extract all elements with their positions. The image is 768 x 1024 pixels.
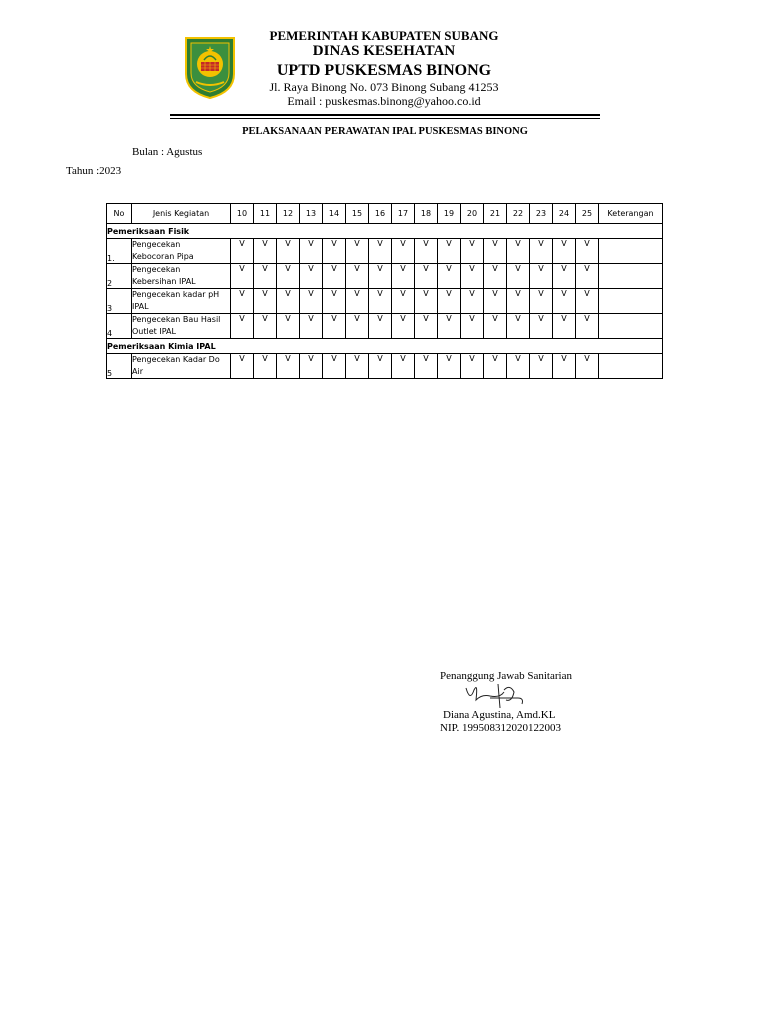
check-mark: V [277, 239, 300, 264]
header-day: 19 [438, 204, 461, 224]
check-mark: V [461, 239, 484, 264]
check-mark: V [323, 314, 346, 339]
check-mark: V [346, 354, 369, 379]
maintenance-table [106, 203, 663, 379]
check-mark: V [507, 289, 530, 314]
table-row [107, 354, 663, 379]
check-mark: V [369, 289, 392, 314]
check-mark: V [415, 354, 438, 379]
keterangan-cell [599, 289, 663, 314]
check-mark: V [484, 354, 507, 379]
header-day: 12 [277, 204, 300, 224]
activity-line2: IPAL [132, 302, 149, 311]
header-email: Email : puskesmas.binong@yahoo.co.id [287, 94, 481, 108]
check-mark: V [392, 314, 415, 339]
header-day: 25 [576, 204, 599, 224]
signatory-name: Diana Agustina, Amd.KL [443, 709, 556, 721]
check-mark: V [576, 239, 599, 264]
check-mark: V [300, 354, 323, 379]
check-mark: V [530, 239, 553, 264]
signatory-nip: NIP. 199508312020122003 [440, 722, 562, 734]
check-mark: V [300, 289, 323, 314]
check-mark: V [415, 239, 438, 264]
header-keterangan: Keterangan [599, 204, 663, 224]
check-mark: V [392, 289, 415, 314]
check-mark: V [300, 314, 323, 339]
activity-cell [132, 314, 231, 339]
table-row [107, 264, 663, 289]
section-row [107, 224, 663, 239]
header-no: No [107, 204, 132, 224]
check-mark: V [277, 264, 300, 289]
check-mark: V [576, 264, 599, 289]
activity-line1: Pengecekan Kadar Do [132, 355, 220, 364]
check-mark: V [484, 289, 507, 314]
header-day: 15 [346, 204, 369, 224]
check-mark: V [553, 354, 576, 379]
header-divider-thin [170, 118, 600, 119]
header-day: 23 [530, 204, 553, 224]
activity-cell [132, 239, 231, 264]
check-mark: V [231, 354, 254, 379]
header-day: 16 [369, 204, 392, 224]
row-number: 3 [107, 289, 132, 314]
header-department: DINAS KESEHATAN [312, 43, 456, 59]
check-mark: V [438, 264, 461, 289]
table-row [107, 314, 663, 339]
check-mark: V [231, 239, 254, 264]
check-mark: V [530, 354, 553, 379]
row-number: 4 [107, 314, 132, 339]
check-mark: V [553, 264, 576, 289]
check-mark: V [323, 289, 346, 314]
check-mark: V [231, 264, 254, 289]
keterangan-cell [599, 264, 663, 289]
activity-cell [132, 354, 231, 379]
keterangan-cell [599, 314, 663, 339]
check-mark: V [415, 314, 438, 339]
check-mark: V [346, 314, 369, 339]
header-day: 20 [461, 204, 484, 224]
row-number: 1. [107, 239, 132, 264]
check-mark: V [553, 289, 576, 314]
check-mark: V [415, 264, 438, 289]
activity-line1: Pengecekan Bau Hasil [132, 315, 221, 324]
check-mark: V [277, 289, 300, 314]
check-mark: V [277, 314, 300, 339]
check-mark: V [323, 354, 346, 379]
check-mark: V [438, 354, 461, 379]
check-mark: V [576, 314, 599, 339]
header-address: Jl. Raya Binong No. 073 Binong Subang 41253 [269, 80, 499, 94]
keterangan-cell [599, 239, 663, 264]
check-mark: V [254, 289, 277, 314]
check-mark: V [346, 239, 369, 264]
check-mark: V [369, 264, 392, 289]
check-mark: V [392, 239, 415, 264]
check-mark: V [553, 314, 576, 339]
activity-line1: Pengecekan kadar pH [132, 290, 220, 299]
check-mark: V [369, 354, 392, 379]
check-mark: V [553, 239, 576, 264]
header-institution: UPTD PUSKESMAS BINONG [276, 62, 492, 79]
check-mark: V [461, 314, 484, 339]
check-mark: V [231, 314, 254, 339]
check-mark: V [484, 264, 507, 289]
row-number: 5 [107, 354, 132, 379]
activity-line2: Kebocoran Pipa [132, 252, 194, 261]
check-mark: V [461, 289, 484, 314]
check-mark: V [507, 239, 530, 264]
check-mark: V [461, 264, 484, 289]
header-day: 11 [254, 204, 277, 224]
row-number: 2 [107, 264, 132, 289]
check-mark: V [231, 289, 254, 314]
check-mark: V [346, 289, 369, 314]
check-mark: V [530, 314, 553, 339]
header-day: 24 [553, 204, 576, 224]
activity-line1: Pengecekan [132, 265, 181, 274]
subang-regency-logo [182, 34, 238, 100]
check-mark: V [300, 264, 323, 289]
header-divider-thick [170, 114, 600, 116]
check-mark: V [438, 314, 461, 339]
section-label: Pemeriksaan Fisik [107, 224, 663, 239]
check-mark: V [392, 264, 415, 289]
check-mark: V [254, 264, 277, 289]
activity-line2: Outlet IPAL [132, 327, 176, 336]
check-mark: V [484, 239, 507, 264]
activity-line2: Kebersihan IPAL [132, 277, 196, 286]
section-label: Pemeriksaan Kimia IPAL [107, 339, 663, 354]
check-mark: V [300, 239, 323, 264]
check-mark: V [530, 289, 553, 314]
table-row [107, 289, 663, 314]
check-mark: V [277, 354, 300, 379]
check-mark: V [254, 239, 277, 264]
activity-cell [132, 264, 231, 289]
check-mark: V [507, 354, 530, 379]
header-day: 22 [507, 204, 530, 224]
check-mark: V [507, 264, 530, 289]
table-row [107, 239, 663, 264]
check-mark: V [254, 354, 277, 379]
header-day: 17 [392, 204, 415, 224]
year-label: Tahun :2023 [66, 165, 122, 177]
document-title: PELAKSANAAN PERAWATAN IPAL PUSKESMAS BINONG [242, 126, 528, 137]
activity-line2: Air [132, 367, 143, 376]
check-mark: V [369, 314, 392, 339]
check-mark: V [346, 264, 369, 289]
keterangan-cell [599, 354, 663, 379]
header-day: 21 [484, 204, 507, 224]
check-mark: V [530, 264, 553, 289]
header-day: 14 [323, 204, 346, 224]
header-kegiatan: Jenis Kegiatan [132, 204, 231, 224]
header-government: PEMERINTAH KABUPATEN SUBANG [269, 28, 499, 43]
month-label: Bulan : Agustus [132, 146, 203, 158]
check-mark: V [576, 289, 599, 314]
table-header-row [107, 204, 663, 224]
signatory-title: Penanggung Jawab Sanitarian [440, 670, 572, 682]
check-mark: V [461, 354, 484, 379]
check-mark: V [369, 239, 392, 264]
check-mark: V [415, 289, 438, 314]
check-mark: V [254, 314, 277, 339]
header-day: 10 [231, 204, 254, 224]
check-mark: V [507, 314, 530, 339]
header-day: 13 [300, 204, 323, 224]
activity-line1: Pengecekan [132, 240, 181, 249]
activity-cell [132, 289, 231, 314]
check-mark: V [323, 239, 346, 264]
check-mark: V [438, 289, 461, 314]
check-mark: V [484, 314, 507, 339]
check-mark: V [392, 354, 415, 379]
header-day: 18 [415, 204, 438, 224]
check-mark: V [438, 239, 461, 264]
check-mark: V [323, 264, 346, 289]
check-mark: V [576, 354, 599, 379]
section-row [107, 339, 663, 354]
